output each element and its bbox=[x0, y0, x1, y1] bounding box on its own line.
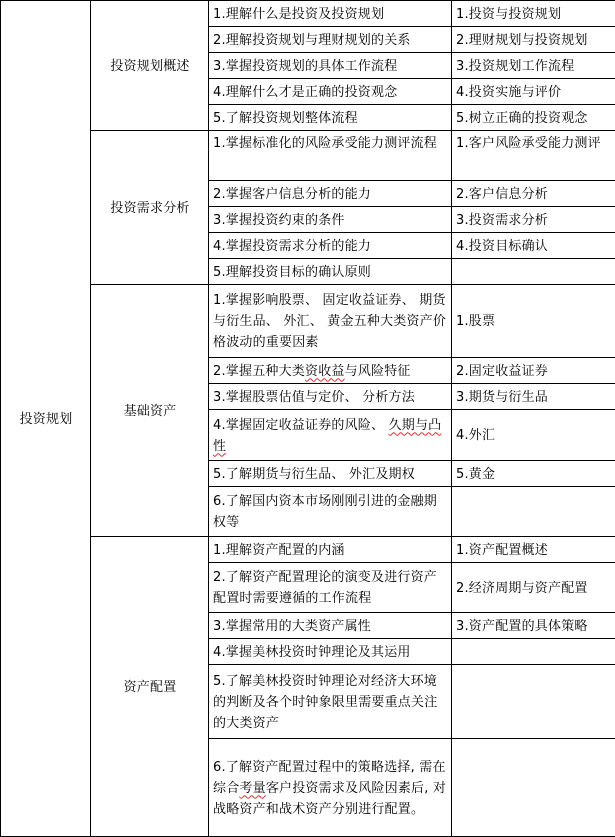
topic-cell: 4.投资目标确认 bbox=[452, 233, 615, 259]
level1-label: 投资规划 bbox=[20, 412, 73, 427]
topic-cell: 3.投资规划工作流程 bbox=[452, 53, 615, 79]
section-title: 投资规划概述 bbox=[110, 59, 189, 74]
section-title-cell bbox=[91, 131, 209, 285]
topic-cell bbox=[452, 639, 615, 665]
requirement-cell: 4.理解什么才是正确的投资观念 bbox=[209, 79, 452, 105]
topic-cell: 3.资产配置的具体策略 bbox=[452, 613, 615, 639]
topic-cell: 2.经济周期与资产配置 bbox=[452, 563, 615, 613]
topic-cell: 1.股票 bbox=[452, 285, 615, 358]
topic-cell: 3.期货与衍生品 bbox=[452, 384, 615, 410]
requirement-text: 6.了解资产配置过程中的策略选择, 需在综合 bbox=[213, 760, 446, 796]
topic-cell: 4.外汇 bbox=[452, 410, 615, 461]
requirement-cell: 1.掌握标准化的风险承受能力测评流程 bbox=[209, 131, 452, 181]
requirement-cell: 2.了解资产配置理论的演变及进行资产配置时需要遵循的工作流程 bbox=[209, 563, 452, 613]
requirement-cell: 3.掌握常用的大类资产属性 bbox=[209, 613, 452, 639]
section-title-cell bbox=[91, 285, 209, 537]
requirement-cell bbox=[209, 739, 452, 837]
section-title: 资产配置 bbox=[124, 680, 177, 695]
topic-cell: 1.资产配置概述 bbox=[452, 537, 615, 563]
requirement-cell: 1.掌握影响股票、 固定收益证券、 期货与衍生品、 外汇、 黄金五种大类资产价格波动的重要因素 bbox=[209, 285, 452, 358]
topic-cell: 5.黄金 bbox=[452, 461, 615, 487]
spellcheck-underlined-text: 久期与凸性 bbox=[213, 418, 441, 454]
topic-cell: 2.客户信息分析 bbox=[452, 181, 615, 207]
topic-cell: 1.客户风险承受能力测评 bbox=[452, 131, 615, 181]
topic-cell bbox=[452, 739, 615, 837]
spellcheck-underlined-text: 资收益 bbox=[305, 364, 345, 379]
requirement-cell: 3.掌握股票估值与定价、 分析方法 bbox=[209, 384, 452, 410]
requirement-cell: 4.掌握美林投资时钟理论及其运用 bbox=[209, 639, 452, 665]
requirement-text: 4.掌握固定收益证券的风险、 bbox=[213, 418, 389, 433]
section-title: 投资需求分析 bbox=[110, 201, 189, 216]
requirement-cell: 1.理解资产配置的内涵 bbox=[209, 537, 452, 563]
topic-cell bbox=[452, 665, 615, 739]
requirement-cell: 2.掌握客户信息分析的能力 bbox=[209, 181, 452, 207]
requirement-cell: 5.理解投资目标的确认原则 bbox=[209, 259, 452, 285]
requirement-cell: 5.了解期货与衍生品、 外汇及期权 bbox=[209, 461, 452, 487]
requirement-cell: 6.了解国内资本市场刚刚引进的金融期权等 bbox=[209, 487, 452, 537]
requirement-cell: 3.掌握投资规划的具体工作流程 bbox=[209, 53, 452, 79]
requirement-cell: 4.掌握投资需求分析的能力 bbox=[209, 233, 452, 259]
requirement-cell: 5.了解美林投资时钟理论对经济大环境的判断及各个时钟象限里需要重点关注的大类资产 bbox=[209, 665, 452, 739]
requirement-cell: 5.了解投资规划整体流程 bbox=[209, 105, 452, 131]
topic-cell: 1.投资与投资规划 bbox=[452, 1, 615, 27]
topic-cell bbox=[452, 259, 615, 285]
requirement-cell: 2.理解投资规划与理财规划的关系 bbox=[209, 27, 452, 53]
topic-cell: 3.投资需求分析 bbox=[452, 207, 615, 233]
requirement-cell bbox=[209, 410, 452, 461]
requirement-cell bbox=[209, 358, 452, 384]
section-title: 基础资产 bbox=[124, 404, 177, 419]
requirement-text: 2.掌握五种大类 bbox=[213, 364, 305, 379]
requirement-text: 与风险特征 bbox=[345, 364, 411, 379]
section-title-cell bbox=[91, 537, 209, 837]
topic-cell: 4.投资实施与评价 bbox=[452, 79, 615, 105]
level1-cell bbox=[1, 1, 91, 837]
topic-cell: 2.固定收益证券 bbox=[452, 358, 615, 384]
requirement-cell: 3.掌握投资约束的条件 bbox=[209, 207, 452, 233]
topic-cell: 2.理财规划与投资规划 bbox=[452, 27, 615, 53]
requirement-text: 客户投资需求及风险因素后, 对战略资产和战术资产分别进行配置。 bbox=[213, 781, 446, 817]
requirement-cell: 1.理解什么是投资及投资规划 bbox=[209, 1, 452, 27]
section-title-cell bbox=[91, 1, 209, 131]
topic-cell: 5.树立正确的投资观念 bbox=[452, 105, 615, 131]
spellcheck-underlined-text: 考量 bbox=[239, 781, 265, 796]
topic-cell bbox=[452, 487, 615, 537]
